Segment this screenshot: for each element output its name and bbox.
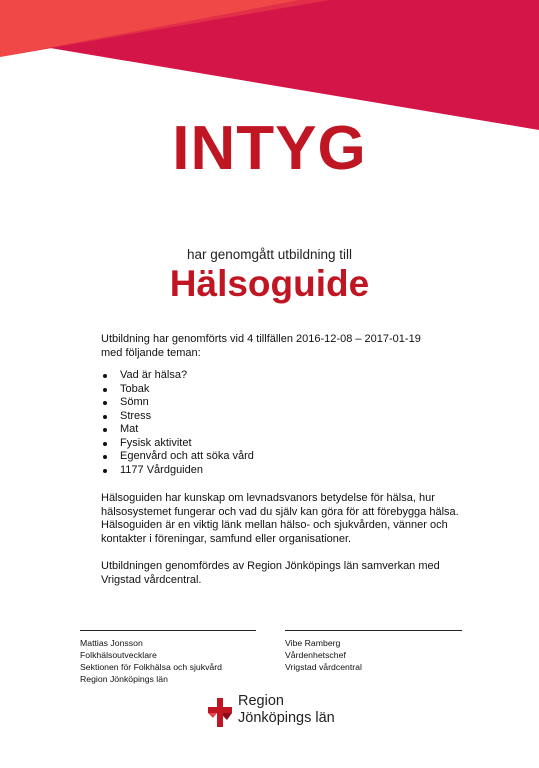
signer-role: Folkhälsoutvecklare <box>80 650 157 660</box>
description-line: Hälsoguiden är en viktig länk mellan hälso- och sjukvården, vänner och <box>101 519 448 531</box>
list-item: Tobak <box>101 383 481 397</box>
signature-left <box>80 637 222 685</box>
description-line: Hälsoguiden har kunskap om levnadsvanors betydelse för hälsa, hur <box>101 492 435 504</box>
signer-organization: Region Jönköpings län <box>80 674 168 684</box>
completed-text: har genomgått utbildning till <box>186 247 353 262</box>
logo-text <box>238 693 335 727</box>
list-item: Mat <box>101 423 481 437</box>
list-item: Fysisk aktivitet <box>101 437 481 451</box>
signer-role: Vårdenhetschef <box>285 650 346 660</box>
description-line: kontakter i föreningar, samfund eller organisationer. <box>101 532 352 545</box>
partnership-line: Vrigstad vårdcentral. <box>101 573 202 586</box>
signature-line-left <box>80 630 256 631</box>
signer-name: Vibe Ramberg <box>285 638 341 648</box>
list-item: Sömn <box>101 396 481 410</box>
list-item: 1177 Vårdguiden <box>101 464 481 478</box>
certificate-title: INTYG <box>172 114 367 183</box>
logo-line: Region <box>238 693 284 709</box>
signature-right <box>285 637 362 673</box>
logo-line: Jönköpings län <box>238 710 335 726</box>
topics-list <box>101 369 481 477</box>
list-item: Egenvård och att söka vård <box>101 450 481 464</box>
region-cross-icon <box>205 696 235 730</box>
partnership-paragraph <box>101 560 481 587</box>
partnership-line: Utbildningen genomfördes av Region Jönköpings län samverkan med <box>101 560 440 572</box>
intro-paragraph <box>101 333 481 360</box>
description-paragraph <box>101 492 481 546</box>
intro-line: med följande teman: <box>101 346 201 359</box>
list-item: Stress <box>101 410 481 424</box>
course-name: Hälsoguide <box>169 263 370 304</box>
signature-line-right <box>285 630 462 631</box>
intro-line: Utbildning har genomförts vid 4 tillfällen 2016-12-08 – 2017-01-19 <box>101 333 421 345</box>
signer-department: Sektionen för Folkhälsa och sjukvård <box>80 662 222 672</box>
signer-name: Mattias Jonsson <box>80 638 143 648</box>
list-item: Vad är hälsa? <box>101 369 481 383</box>
description-line: hälsosystemet fungerar och vad du själv kan göra för att förebygga hälsa. <box>101 505 459 518</box>
region-logo <box>205 693 355 733</box>
signer-department: Vrigstad vårdcentral <box>285 662 362 672</box>
